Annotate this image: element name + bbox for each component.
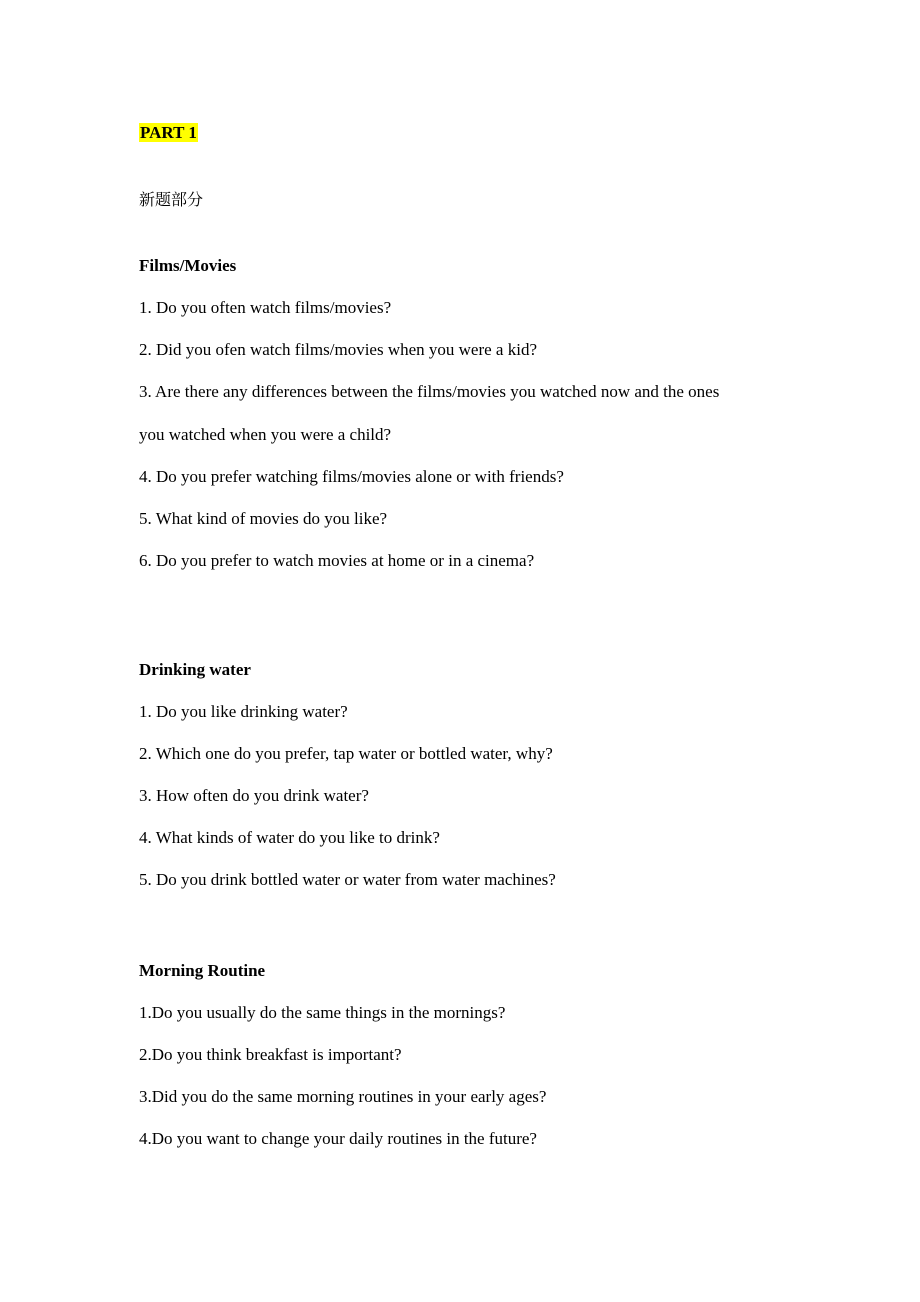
question-item: 4.Do you want to change your daily routines in the future? xyxy=(139,1129,537,1148)
topic-title-drinking-water: Drinking water xyxy=(139,660,251,679)
section-label: 新题部分 xyxy=(139,190,204,209)
question-item: 3. Are there any differences between the films/movies you watched now and the ones xyxy=(139,382,720,401)
question-item: 3. How often do you drink water? xyxy=(139,786,369,805)
question-item: 1.Do you usually do the same things in the mornings? xyxy=(139,1003,506,1022)
question-item: 1. Do you like drinking water? xyxy=(139,702,348,721)
question-item: 2.Do you think breakfast is important? xyxy=(139,1045,402,1064)
part-title: PART 1 xyxy=(140,123,197,142)
question-item: 6. Do you prefer to watch movies at home or in a cinema? xyxy=(139,551,535,570)
question-item: 2. Which one do you prefer, tap water or bottled water, why? xyxy=(139,744,553,763)
question-item: 1. Do you often watch films/movies? xyxy=(139,298,392,317)
question-item: 4. Do you prefer watching films/movies alone or with friends? xyxy=(139,467,564,486)
topic-title-films: Films/Movies xyxy=(139,256,237,275)
topic-title-morning-routine: Morning Routine xyxy=(139,961,266,980)
question-item: 2. Did you ofen watch films/movies when you were a kid? xyxy=(139,340,537,359)
question-item-continuation: you watched when you were a child? xyxy=(139,425,392,444)
part-heading xyxy=(139,122,198,144)
question-item: 3.Did you do the same morning routines in your early ages? xyxy=(139,1087,547,1106)
question-item: 5. What kind of movies do you like? xyxy=(139,509,388,528)
question-item: 5. Do you drink bottled water or water from water machines? xyxy=(139,870,556,889)
question-item: 4. What kinds of water do you like to drink? xyxy=(139,828,440,847)
